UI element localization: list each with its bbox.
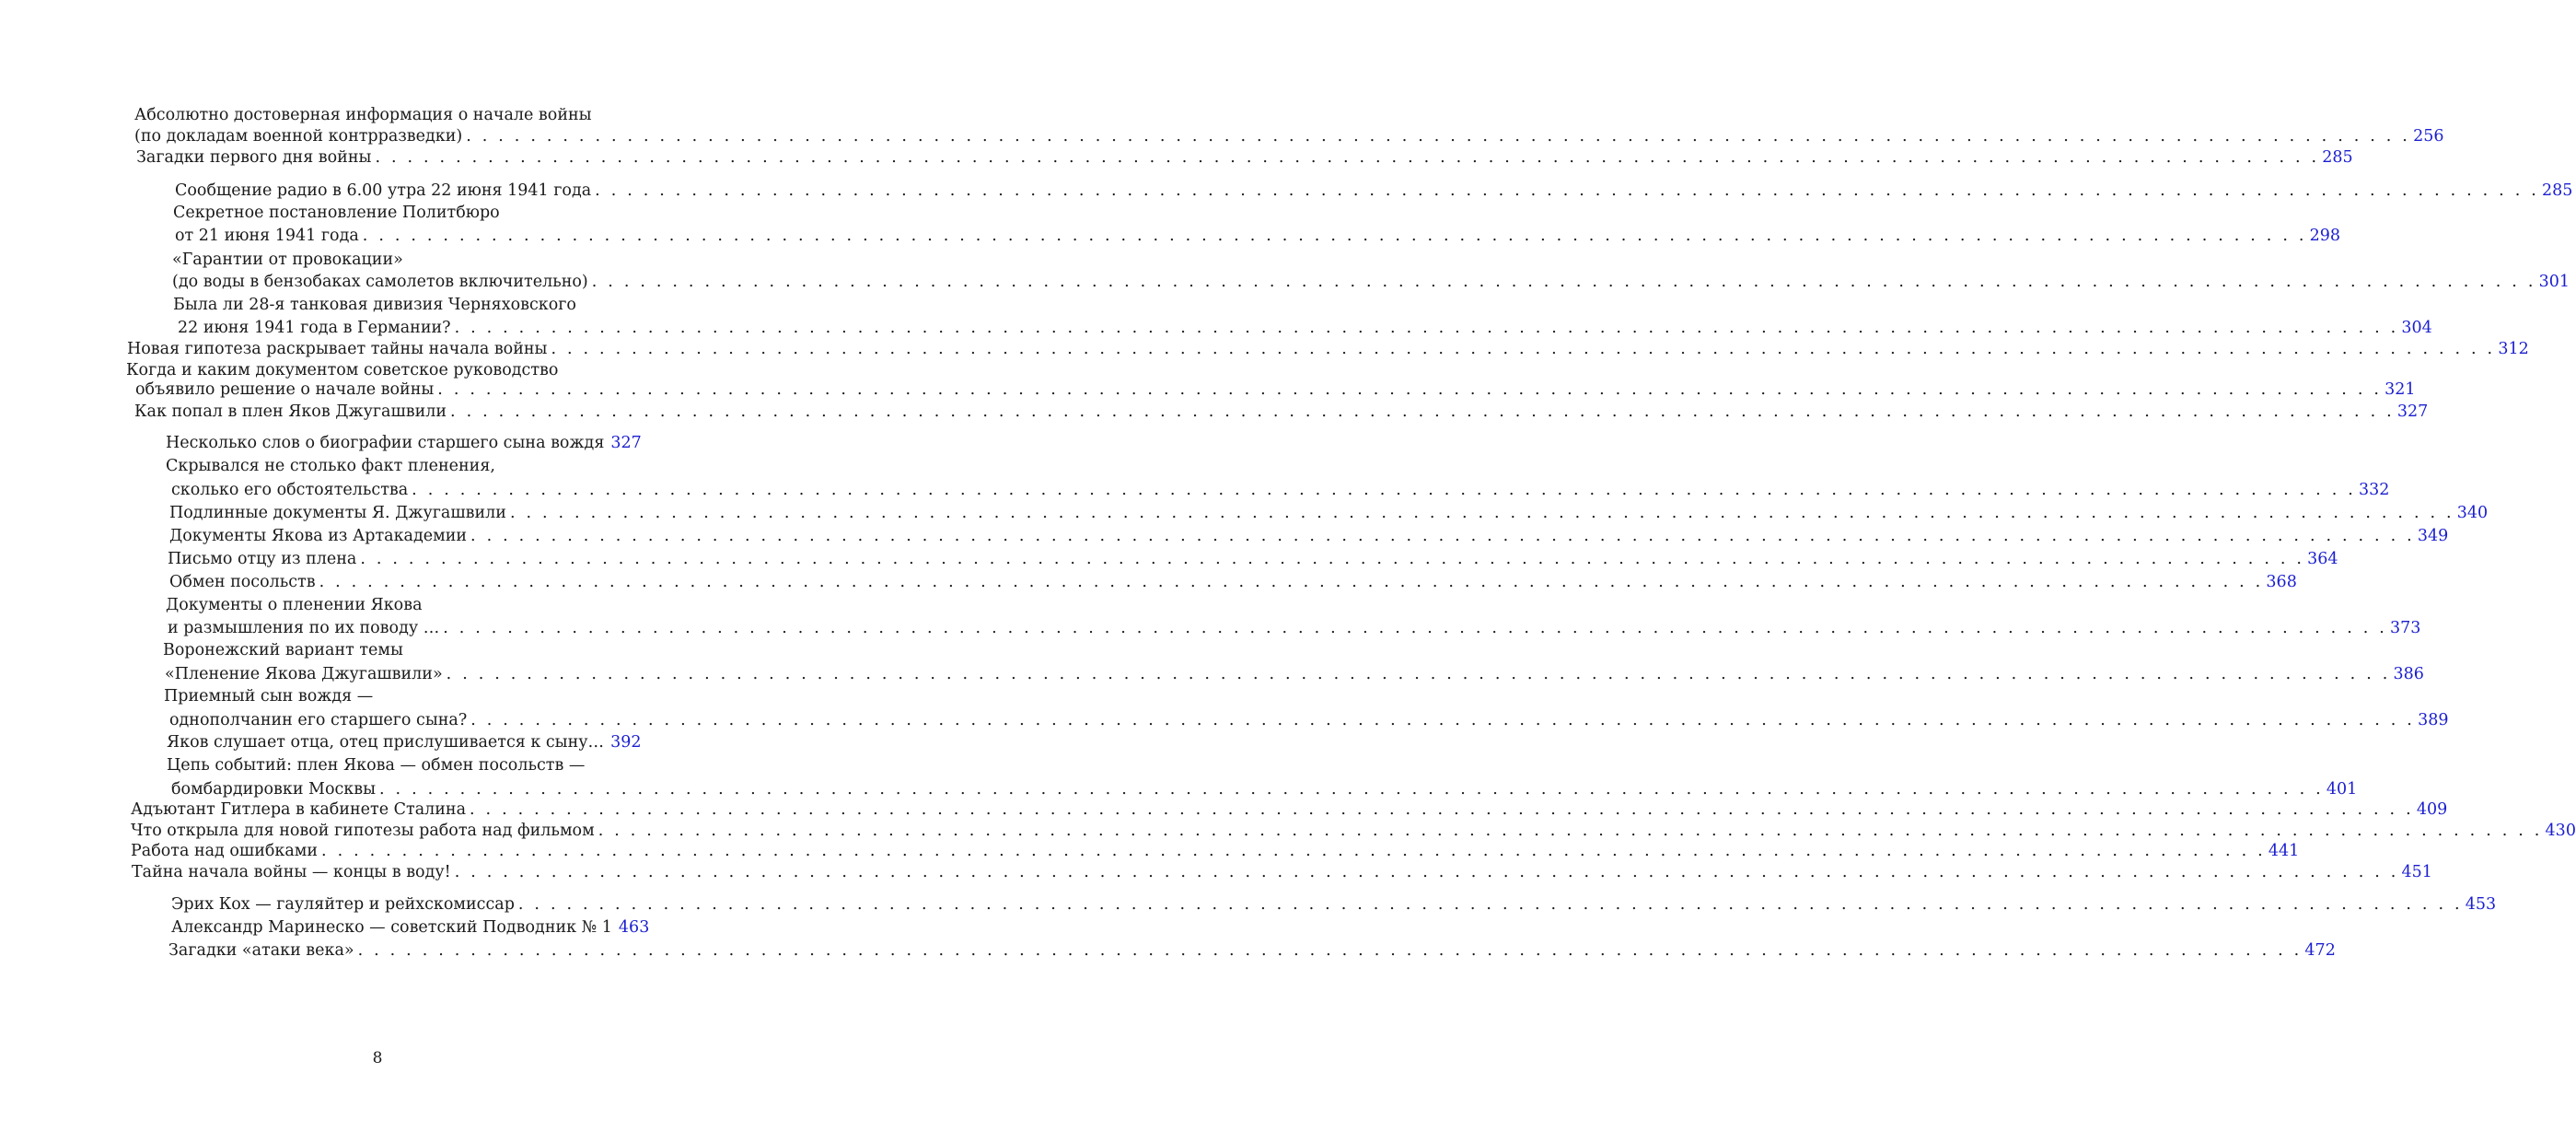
leader-dots: [595, 180, 2539, 202]
page-link[interactable]: 451: [2401, 863, 2432, 881]
toc-entry[interactable]: [132, 861, 2432, 883]
leader-dots: [598, 820, 2543, 842]
page-link[interactable]: 364: [2307, 550, 2338, 568]
toc-title: Несколько слов о биографии старшего сына вождя: [166, 434, 605, 452]
leader-dots: [379, 778, 2324, 800]
toc-title: и размышления по их поводу …: [168, 619, 440, 637]
page-link[interactable]: 312: [2498, 340, 2529, 358]
toc-title: Документы Якова из Артакадемии: [169, 527, 468, 545]
toc-line: [166, 594, 626, 616]
leader-dots: [518, 893, 2463, 916]
page-link[interactable]: 441: [2268, 842, 2300, 860]
toc-title: Цепь событий: плен Якова — обмен посольств —: [167, 756, 586, 775]
leader-dots: [319, 571, 2264, 593]
toc-entry[interactable]: [169, 502, 2489, 524]
page-link[interactable]: 285: [2542, 181, 2573, 200]
toc-title: Абсолютно достоверная информация о начале войны: [134, 106, 592, 124]
toc-entry[interactable]: [175, 180, 2573, 202]
toc-entry[interactable]: [131, 799, 2448, 821]
page-link[interactable]: 386: [2393, 665, 2424, 683]
toc-title: Подлинные документы Я. Джугашвили: [169, 504, 506, 522]
toc-entry[interactable]: [168, 617, 2421, 639]
page-link[interactable]: 389: [2418, 711, 2449, 729]
page-link[interactable]: 301: [2538, 273, 2570, 291]
toc-title: Александр Маринеско — советский Подводник № 1: [171, 918, 612, 937]
toc-title: Что открыла для новой гипотезы работа над фильмом: [131, 822, 595, 840]
toc-title: Документы о пленении Якова: [166, 596, 423, 614]
toc-entry[interactable]: [131, 820, 2576, 842]
toc-entry[interactable]: [165, 663, 2424, 685]
page-link[interactable]: 256: [2413, 127, 2444, 146]
toc-entry[interactable]: [171, 893, 2497, 916]
toc-line: [172, 249, 632, 271]
page-link[interactable]: 392: [610, 733, 642, 752]
page-link[interactable]: 409: [2416, 800, 2448, 819]
page-link[interactable]: 453: [2465, 895, 2497, 914]
toc-entry[interactable]: [134, 125, 2444, 147]
toc-title: 22 июня 1941 года в Германии?: [178, 319, 451, 337]
toc-entry[interactable]: [169, 571, 2297, 593]
toc-title: Новая гипотеза раскрывает тайны начала войны: [127, 340, 548, 358]
toc-title: Приемный сын вождя —: [164, 687, 374, 706]
leader-dots: [321, 840, 2266, 862]
toc-entry[interactable]: [169, 709, 2449, 731]
toc-entry[interactable]: [127, 338, 2529, 360]
toc-line: [167, 754, 627, 776]
leader-dots: [470, 709, 2415, 731]
toc-title: Секретное постановление Политбюро: [173, 204, 500, 222]
toc-title: «Гарантии от провокации»: [172, 251, 403, 269]
toc-title: Сообщение радио в 6.00 утра 22 июня 1941 года: [175, 181, 592, 200]
leader-dots: [358, 939, 2303, 962]
leader-dots: [450, 401, 2395, 423]
toc-entry[interactable]: [131, 840, 2300, 862]
page-link[interactable]: 401: [2326, 780, 2358, 799]
toc-entry[interactable]: [169, 525, 2449, 547]
page-link[interactable]: 349: [2417, 527, 2449, 545]
toc-entry[interactable]: [171, 778, 2358, 800]
toc-title: Тайна начала войны — концы в воду!: [132, 863, 451, 881]
leader-dots: [360, 548, 2304, 570]
toc-title: Эрих Кох — гауляйтер и рейхскомиссар: [171, 895, 515, 914]
toc-title: однополчанин его старшего сына?: [169, 711, 468, 729]
toc-entry[interactable]: [175, 225, 2341, 247]
leader-dots: [447, 663, 2391, 685]
leader-dots: [412, 479, 2356, 501]
toc-line: [163, 639, 623, 661]
page-link[interactable]: 321: [2385, 380, 2416, 399]
leader-dots: [470, 799, 2414, 821]
toc-title: Воронежский вариант темы: [163, 641, 403, 659]
toc-entry[interactable]: [171, 916, 650, 939]
toc-title: (до воды в бензобаках самолетов включительно): [172, 273, 588, 291]
toc-title: Была ли 28-я танковая дивизия Черняховского: [173, 296, 576, 314]
toc-title: Загадки первого дня войны: [136, 148, 372, 167]
page-link[interactable]: 463: [618, 918, 650, 937]
toc-line: [164, 685, 624, 707]
page-link[interactable]: 472: [2304, 941, 2336, 960]
page-link[interactable]: 327: [2396, 402, 2429, 421]
toc-title: (по докладам военной контрразведки): [134, 127, 463, 146]
toc-entry[interactable]: [172, 271, 2570, 293]
page-link[interactable]: 368: [2266, 573, 2297, 591]
toc-title: Яков слушает отца, отец прислушивается к сыну…: [167, 733, 605, 752]
toc-title: Загадки «атаки века»: [168, 941, 354, 960]
toc-entry[interactable]: [166, 432, 642, 454]
toc-title: Обмен посольств: [169, 573, 316, 591]
toc-title: бомбардировки Москвы: [171, 780, 377, 799]
toc-title: Скрывался не столько факт пленения,: [166, 457, 495, 475]
page-link[interactable]: 327: [610, 434, 642, 452]
leader-dots: [455, 861, 2399, 883]
toc-title: объявило решение о начале войны: [135, 380, 435, 399]
page-link[interactable]: 373: [2390, 619, 2421, 637]
leader-dots: [470, 525, 2415, 547]
page-link[interactable]: 285: [2322, 148, 2353, 167]
toc-title: Работа над ошибками: [131, 842, 319, 860]
page-link[interactable]: 332: [2359, 481, 2390, 499]
toc-title: сколько его обстоятельства: [171, 481, 409, 499]
leader-dots: [363, 225, 2307, 247]
leader-dots: [455, 317, 2399, 339]
toc-title: Когда и каким документом советское руководство: [126, 361, 559, 379]
page-link[interactable]: 304: [2401, 319, 2432, 337]
toc-title: Как попал в плен Яков Джугашвили: [134, 402, 447, 421]
leader-dots: [437, 379, 2382, 401]
leader-dots: [510, 502, 2454, 524]
toc-entry[interactable]: [134, 401, 2429, 423]
toc-title: «Пленение Якова Джугашвили»: [165, 665, 443, 683]
toc-line: [134, 104, 641, 126]
toc-entry[interactable]: [171, 479, 2390, 501]
toc-entry[interactable]: [167, 731, 642, 753]
page-link[interactable]: 340: [2456, 504, 2489, 522]
toc-entry[interactable]: [178, 317, 2432, 339]
page-number: 8: [372, 1049, 383, 1067]
page-link[interactable]: 430: [2545, 822, 2576, 840]
leader-dots: [551, 338, 2495, 360]
toc-title: от 21 июня 1941 года: [175, 227, 359, 245]
leader-dots: [466, 125, 2410, 147]
toc-title: Адъютант Гитлера в кабинете Сталина: [131, 800, 467, 819]
toc-line: [166, 455, 626, 477]
toc-title: Письмо отцу из плена: [168, 550, 357, 568]
page-link[interactable]: 298: [2309, 227, 2341, 245]
toc-entry[interactable]: [168, 548, 2338, 570]
toc-entry[interactable]: [168, 939, 2336, 962]
toc-entry[interactable]: [135, 379, 2416, 401]
leader-dots: [375, 146, 2319, 169]
leader-dots: [592, 271, 2536, 293]
toc-entry[interactable]: [136, 146, 2353, 169]
toc-line: [173, 294, 633, 316]
toc-line: [173, 202, 633, 224]
leader-dots: [443, 617, 2387, 639]
